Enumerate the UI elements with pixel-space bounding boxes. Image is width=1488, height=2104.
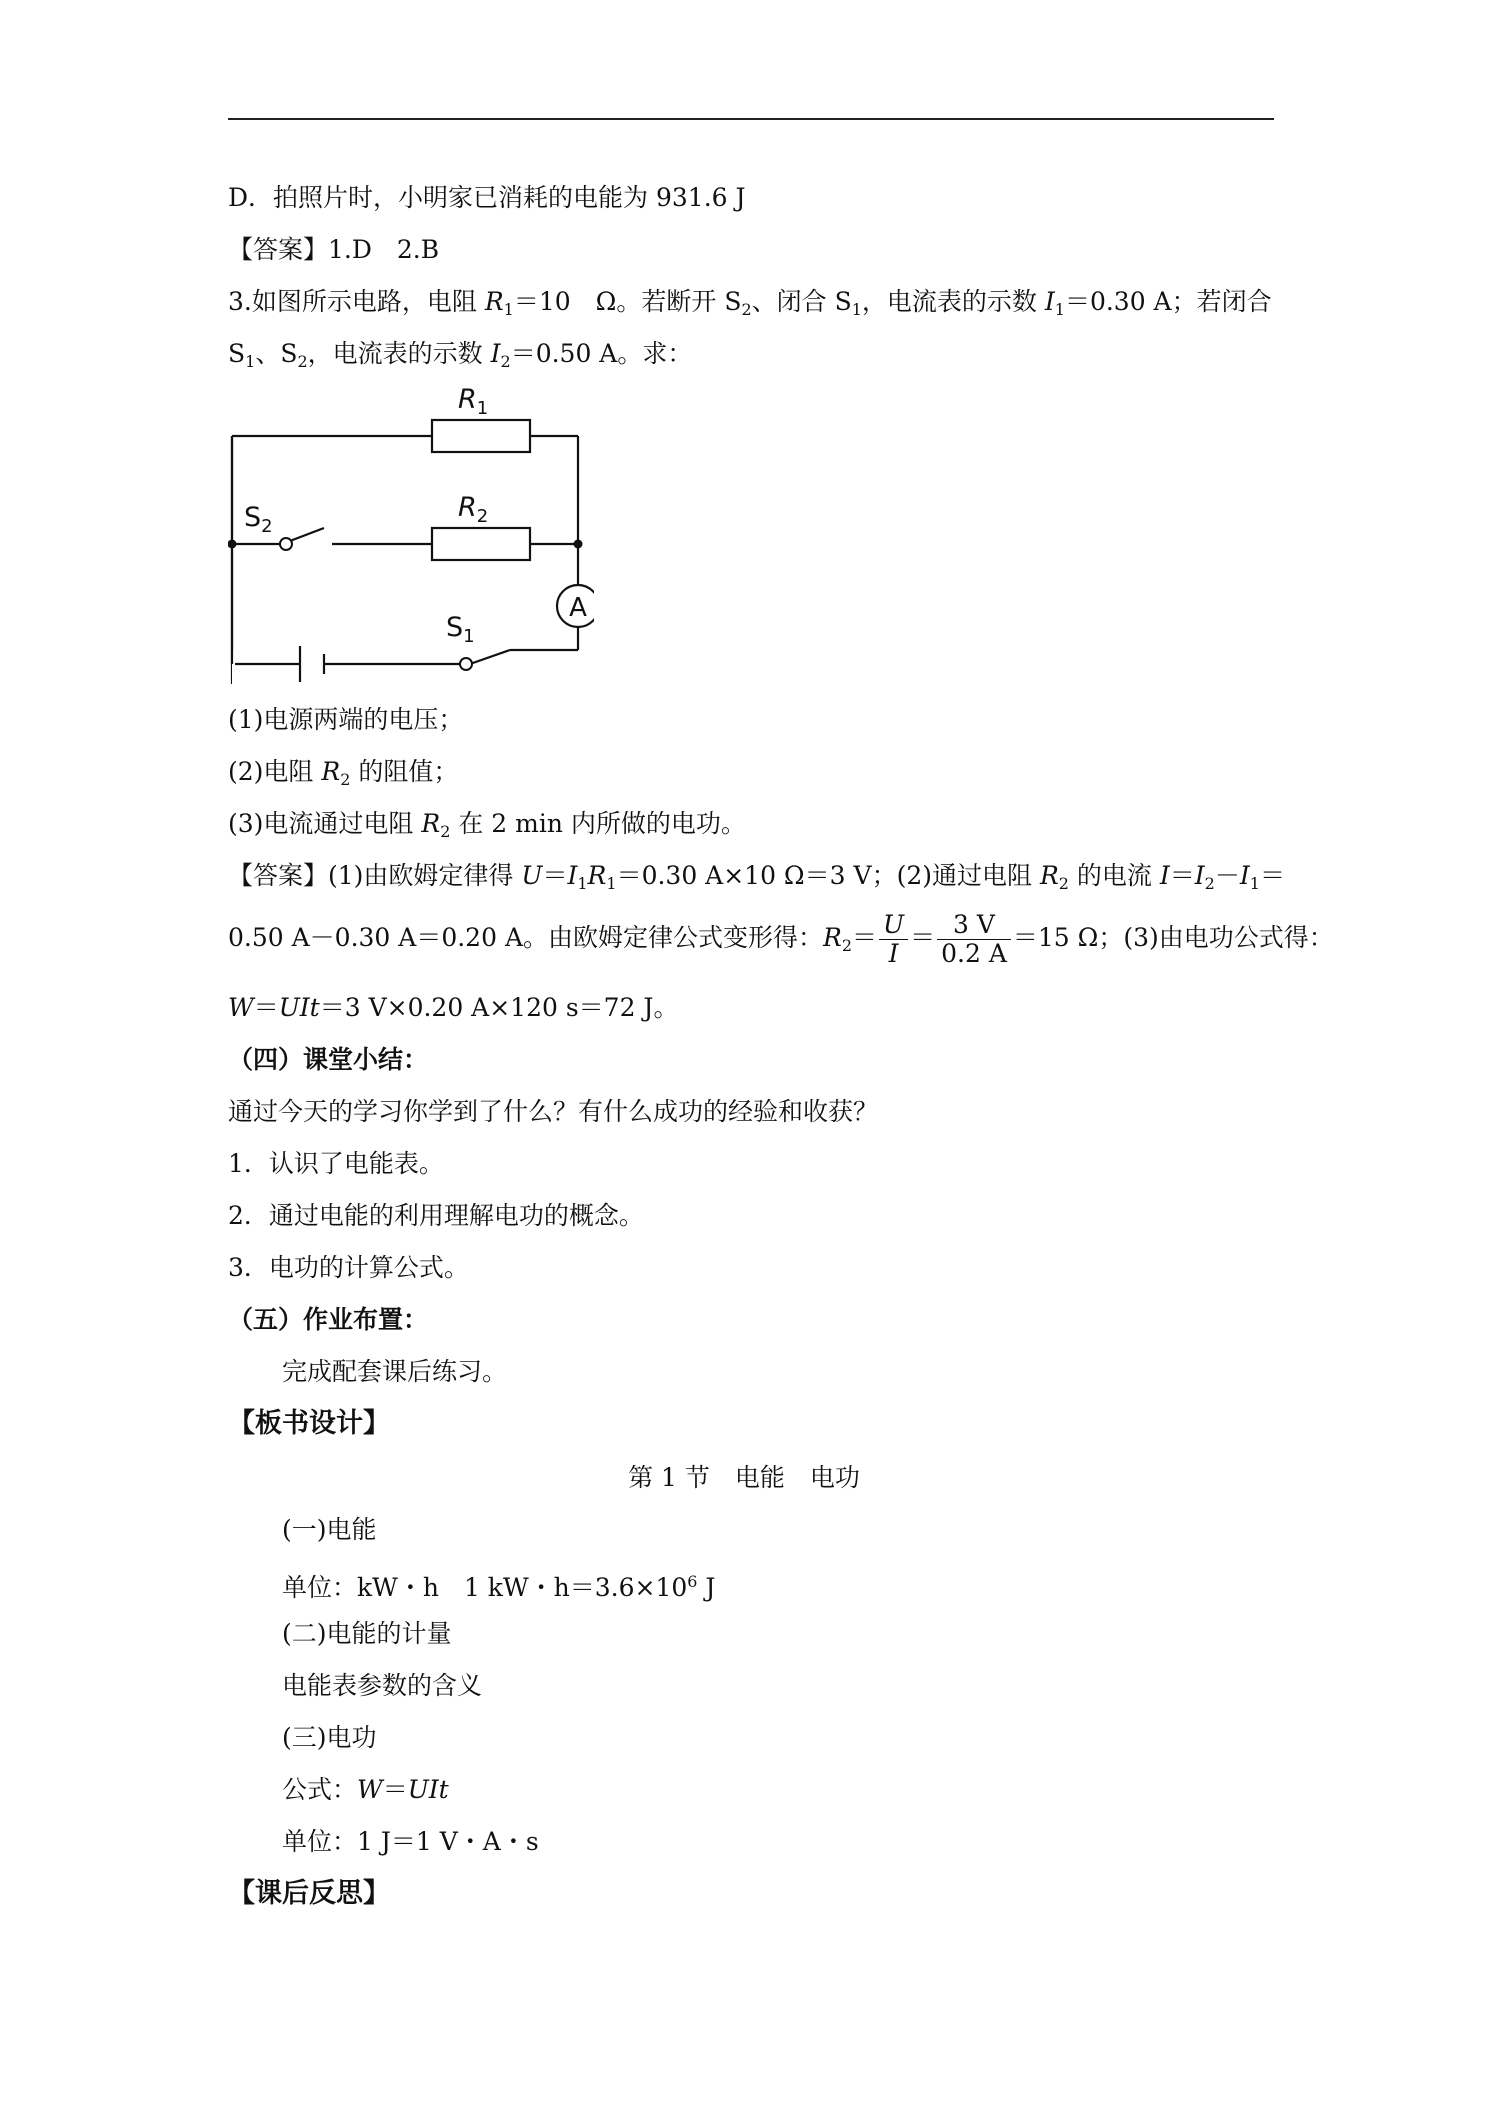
switch-s1-blade: [470, 650, 510, 664]
answer-1-2: 【答案】1.D 2.B: [228, 235, 440, 264]
label-r2: $R_2$: [458, 492, 489, 527]
sub-question-1: (1)电源两端的电压；: [228, 705, 464, 734]
question-3-line-2: $S_1$、$S_2$，电流表的示数 $I_2=0.50$ A。求：: [228, 339, 693, 371]
left-junction: [228, 540, 237, 549]
summary-question: 通过今天的学习你学到了什么？有什么成功的经验和收获？: [228, 1097, 879, 1126]
board-item-formula: 公式：W＝UIt: [282, 1775, 449, 1804]
right-junction: [574, 540, 583, 549]
sub-question-2: (2)电阻 $R_2$ 的阻值；: [228, 757, 459, 789]
board-item-meter-params: 电能表参数的含义: [282, 1671, 483, 1700]
question-3-line-1: 3.如图所示电路，电阻 $R_1=10$ Ω。若断开 $S_2$、闭合 $S_1$，电流表的示数 $I_1=0.30$ A；若闭合: [228, 287, 1272, 319]
resistor-r2: [432, 528, 530, 560]
board-item-work-unit: 单位：1 J＝1 V・A・s: [282, 1827, 539, 1856]
fraction-3v-over-02a: $\frac{3 V}{0.2 A}$: [937, 911, 1011, 968]
resistor-r1: [432, 420, 530, 452]
switch-s2-contact: [280, 538, 292, 550]
switch-s1-contact: [460, 658, 472, 670]
summary-item-1: 1．认识了电能表。: [228, 1149, 444, 1178]
fraction-u-over-i: $\frac{U}{I}$: [879, 911, 908, 968]
label-s1: $S_1$: [446, 612, 475, 647]
board-title: 第 1 节 电能 电功: [628, 1463, 860, 1492]
sub-question-3: (3)电流通过电阻 $R_2$ 在 2 min 内所做的电功。: [228, 809, 746, 841]
summary-item-3: 3．电功的计算公式。: [228, 1253, 469, 1282]
board-item-work: (三)电功: [282, 1723, 377, 1752]
board-item-unit: 单位：kW・h 1 kW・$h=3.6\times 10^6$ J: [282, 1572, 716, 1602]
circuit-diagram: [228, 388, 594, 684]
option-d: D．拍照片时，小明家已消耗的电能为 931.6 J: [228, 183, 746, 212]
section-homework-heading: （五）作业布置：: [228, 1305, 429, 1334]
answer-3-line-3: W＝UIt＝3 V×0.20 A×120 s＝72 J。: [228, 993, 679, 1022]
board-item-metering: (二)电能的计量: [282, 1619, 452, 1648]
homework-text: 完成配套课后练习。: [282, 1357, 508, 1386]
answer-3-line-2: 0.50 A－0.30 A＝0.20 A。由欧姆定律公式变形得：$R_2=$ $\frac{U}{I}$ ＝ $\frac{3 V}{0.2 A}$ ＝15 Ω；(3)由电功公式得：: [228, 910, 1334, 968]
label-s2: $S_2$: [244, 502, 273, 537]
board-item-energy: (一)电能: [282, 1515, 377, 1544]
section-summary-heading: （四）课堂小结：: [228, 1045, 429, 1074]
label-ammeter: A: [569, 593, 587, 623]
board-design-heading: 【板书设计】: [228, 1408, 390, 1439]
reflection-heading: 【课后反思】: [228, 1878, 390, 1909]
answer-3-line-1: 【答案】(1)由欧姆定律得 $U=I_1R_1=0.30$ A×10 Ω＝3 V；(2)通过电阻 $R_2$ 的电流 $I=I_2-I_1=$: [228, 861, 1285, 893]
header-rule: [228, 118, 1274, 120]
summary-item-2: 2．通过电能的利用理解电功的概念。: [228, 1201, 644, 1230]
label-r1: $R_1$: [458, 388, 489, 419]
